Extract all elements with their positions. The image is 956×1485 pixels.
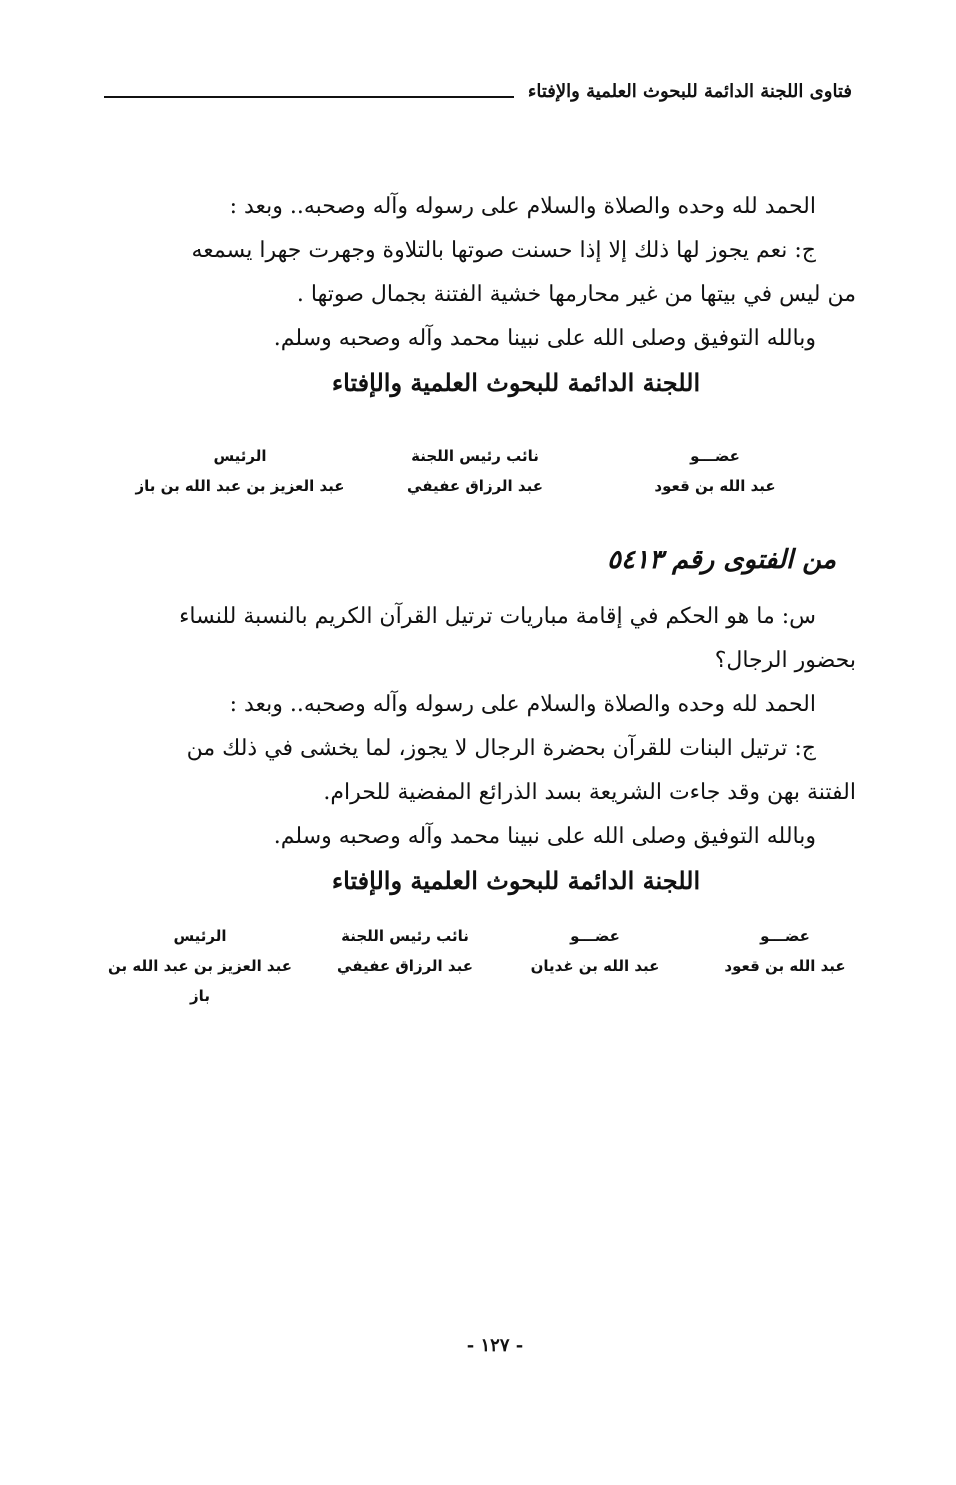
fatwa-1-line-3: من ليس في بيتها من غير محارمها خشية الفتنة بجمال صوتها . (296, 282, 856, 307)
fatwa-2-question-line-1: س: ما هو الحكم في إقامة مباريات ترتيل القرآن الكريم بالنسبة للنساء (179, 604, 816, 629)
fatwa-2-body (96, 595, 856, 903)
signatory-role: نائب رئيس اللجنة (411, 447, 539, 465)
fatwa-1-committee: اللجنة الدائمة للبحوث العلمية والإفتاء (331, 368, 701, 397)
signatory (520, 925, 670, 981)
fatwa-1-line-2: ج: نعم يجوز لها ذلك إلا إذا حسنت صوتها بالتلاوة وجهرت جهرا يسمعه (191, 238, 816, 263)
page-number: - ١٢٧ - (466, 1335, 524, 1356)
header-rule (104, 96, 514, 98)
signatory (130, 445, 350, 501)
signatory-role: عضـــو (690, 447, 740, 465)
fatwa-2-committee: اللجنة الدائمة للبحوث العلمية والإفتاء (331, 866, 701, 895)
fatwa-2-line-6: وبالله التوفيق وصلى الله على نبينا محمد وآله وصحبه وسلم. (273, 824, 816, 849)
signatory-name: عبد الله بن قعود (724, 957, 846, 975)
signatory (390, 445, 560, 501)
signatory-role: الرئيس (213, 447, 267, 465)
running-header: فتاوى اللجنة الدائمة للبحوث العلمية والإفتاء (527, 81, 852, 102)
signatory-role: نائب رئيس اللجنة (341, 927, 469, 945)
fatwa-2-question-line-2: بحضور الرجال؟ (714, 648, 856, 673)
signatory-role: عضـــو (760, 927, 810, 945)
fatwa-1-body (96, 185, 856, 405)
signatory-name: عبد الرزاق عفيفي (407, 477, 543, 495)
signatory (100, 925, 300, 1011)
signatory-name: عبد الله بن غديان (530, 957, 660, 975)
signatory (720, 925, 850, 981)
signatory (325, 925, 485, 981)
signatory-role: الرئيس (173, 927, 227, 945)
signatory-name: عبد العزيز بن عبد الله بن باز (108, 957, 292, 1005)
signatory-name: عبد الرزاق عفيفي (337, 957, 473, 975)
fatwa-2-answer-line-2: الفتنة بهن وقد جاءت الشريعة بسد الذرائع المفضية للحرام. (323, 780, 856, 805)
signatory-role: عضـــو (570, 927, 620, 945)
fatwa-1-line-4: وبالله التوفيق وصلى الله على نبينا محمد وآله وصحبه وسلم. (273, 326, 816, 351)
signatory (640, 445, 790, 501)
fatwa-2-signatures (100, 925, 860, 1005)
fatwa-2-answer-line-1: ج: ترتيل البنات للقرآن بحضرة الرجال لا يجوز، لما يخشى في ذلك من (186, 736, 816, 761)
signatory-name: عبد الله بن قعود (654, 477, 776, 495)
fatwa-1-line-1: الحمد لله وحده والصلاة والسلام على رسوله وآله وصحبه.. وبعد : (229, 194, 816, 219)
signatory-name: عبد العزيز بن عبد الله بن باز (135, 477, 345, 495)
fatwa-2-line-3: الحمد لله وحده والصلاة والسلام على رسوله وآله وصحبه.. وبعد : (229, 692, 816, 717)
fatwa-2-number: من الفتوى رقم ٥٤١٣ (607, 545, 836, 575)
fatwa-1-signatures (100, 445, 860, 505)
